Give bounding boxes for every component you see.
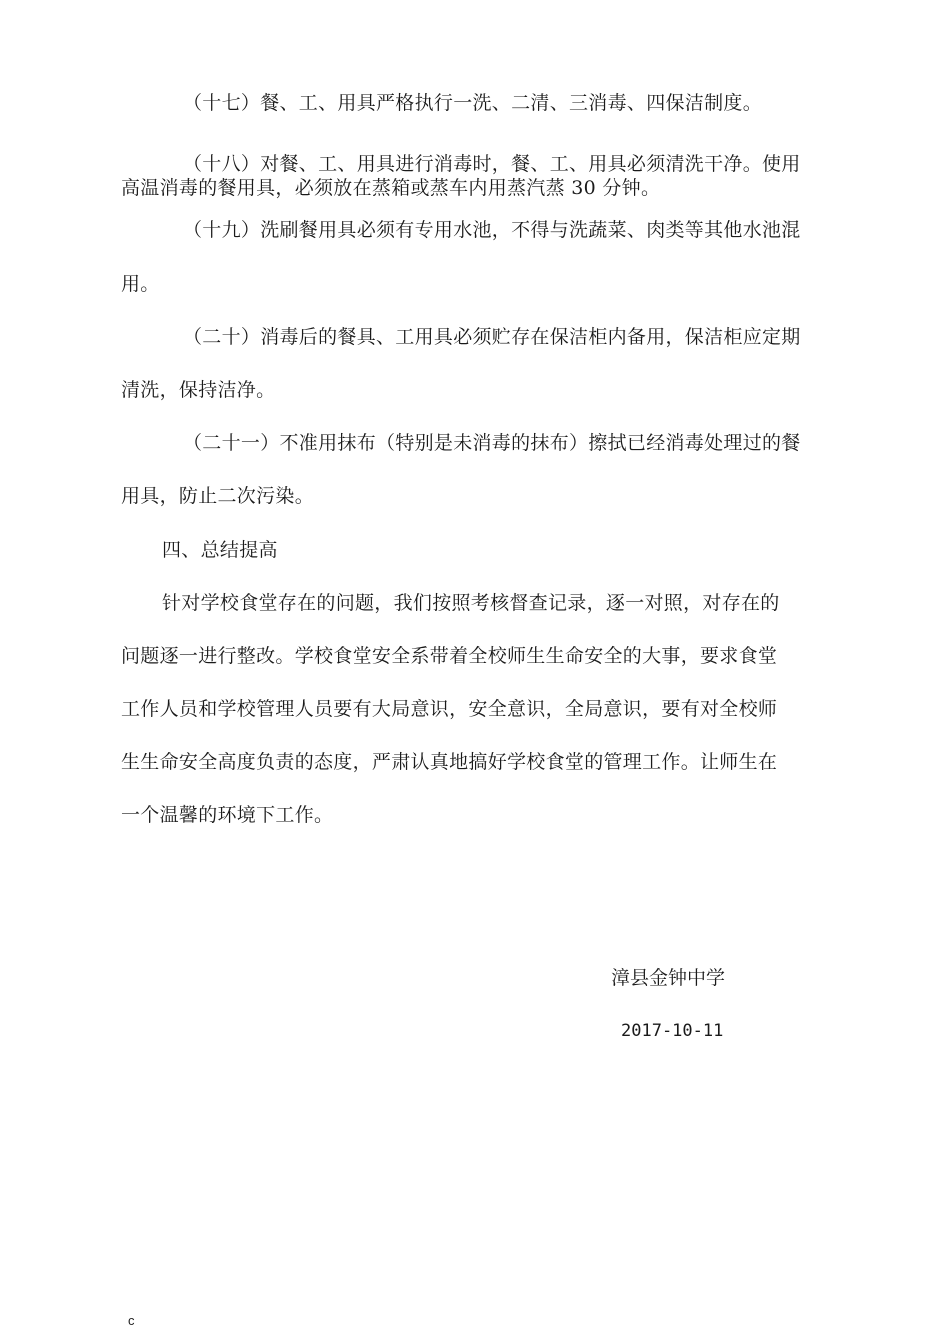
item-21-line-1: （二十一）不准用抹布（特别是未消毒的抹布）擦拭已经消毒处理过的餐 (183, 432, 801, 454)
item-19-line-2: 用。 (121, 273, 160, 295)
footer-mark: c (128, 1313, 135, 1328)
paragraph-line: 生生命安全高度负责的态度，严肃认真地搞好学校食堂的管理工作。让师生在 (121, 751, 778, 773)
item-17: （十七）餐、工、用具严格执行一洗、二清、三消毒、四保洁制度。 (183, 92, 763, 114)
item-20-line-2: 清洗，保持洁净。 (121, 379, 276, 401)
paragraph-line: 工作人员和学校管理人员要有大局意识，安全意识，全局意识，要有对全校师 (121, 698, 778, 720)
paragraph-line: 针对学校食堂存在的问题，我们按照考核督查记录，逐一对照，对存在的 (162, 592, 780, 614)
item-19-line-1: （十九）洗刷餐用具必须有专用水池，不得与洗蔬菜、肉类等其他水池混 (183, 219, 801, 241)
paragraph-line: 一个温馨的环境下工作。 (121, 804, 334, 826)
signature-org: 漳县金钟中学 (611, 967, 726, 989)
paragraph-line: 问题逐一进行整改。学校食堂安全系带着全校师生生命安全的大事，要求食堂 (121, 645, 778, 667)
item-18-line-2: 高温消毒的餐用具，必须放在蒸箱或蒸车内用蒸汽蒸 30 分钟。 (121, 177, 661, 199)
item-18-line-1: （十八）对餐、工、用具进行消毒时，餐、工、用具必须清洗干净。使用 (183, 153, 801, 175)
item-20-line-1: （二十）消毒后的餐具、工用具必须贮存在保洁柜内备用，保洁柜应定期 (183, 326, 801, 348)
section-heading: 四、总结提高 (162, 539, 278, 561)
signature-date: 2017-10-11 (621, 1021, 724, 1041)
item-21-line-2: 用具，防止二次污染。 (121, 485, 315, 507)
